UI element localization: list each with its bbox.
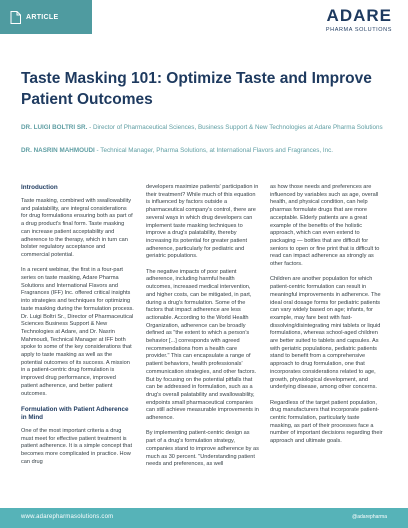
- logo-wordmark: ADARE: [326, 6, 392, 25]
- article-title: Taste Masking 101: Optimize Taste and Improve Patient Outcomes: [21, 70, 372, 108]
- footer-social-handle: @adarepharma: [352, 514, 387, 520]
- text-column-2: [146, 184, 259, 477]
- article-tag-label: ARTICLE: [26, 13, 59, 21]
- body-paragraph: In a recent webinar, the first in a four-part series on taste masking, Adare Pharma Solutions and International Flavors and Fragrances (IFF) Inc. offered critical insights into strategies and techniques for optimizing taste masking during the formulation process. Dr. Luigi Boltri Sr., Director of Pharmaceutical Sciences Business Support & New Technologies at Adare, and Dr. Nasrin Mahmoudi, Technical Manager at IFF both spoke to some of the key considerations that apply to taste masking as well as the potential outcomes of its success. A mission in a patient-centric drug formulation is improved drug performance, improved patient adherence, and better patient outcomes.: [21, 267, 134, 397]
- author-name: DR. NASRIN MAHMOUDI: [21, 147, 95, 154]
- body-paragraph: By implementing patient-centric design as part of a drug's formulation strategy, companies stand to improve adherence by as much as 30 percent. "Understanding patient needs and preferences, as well: [146, 430, 259, 468]
- body-paragraph: as how those needs and preferences are influenced by variables such as age, overall health, and physical condition, can help pharmas formulate drugs that are more acceptable. Elderly patients are a great example of the benefits of the holistic approach, which can even extend to packaging — bottles that are difficult for seniors to open or fine print that is difficult to read can impact adherence as strongly as other factors.: [270, 184, 380, 268]
- body-paragraph: developers maximize patients' participation in their treatment? While much of this equation is influenced by factors outside a pharmaceutical company's control, there are several ways in which drug developers can implement taste masking techniques to improve a drug's palatability, thereby increasing its potential for greater patient adherence, particularly for pediatric and geriatric populations.: [146, 184, 259, 260]
- footer-bar: [0, 508, 408, 528]
- footer-website-link[interactable]: www.adarepharmasolutions.com: [21, 514, 114, 520]
- author-role: - Technical Manager, Pharma Solutions, at International Flavors and Fragrances, Inc.: [94, 147, 334, 154]
- body-paragraph: Regardless of the target patient population, drug manufacturers that incorporate patient-centric formulation, particularly taste masking, as part of their processes face a number of important decisions regarding their approach and ultimate goals.: [270, 399, 383, 445]
- section-heading-introduction: Introduction: [21, 184, 58, 191]
- article-tag: [0, 0, 92, 34]
- document-icon: [10, 11, 21, 24]
- logo-subtitle: PHARMA SOLUTIONS: [325, 27, 392, 33]
- adare-logo: [280, 6, 392, 40]
- body-paragraph: One of the most important criteria a drug must meet for effective patient treatment is patient adherence. It is a simple concept that becomes more complicated in practice. How can drug: [21, 427, 133, 465]
- author-role: - Director of Pharmaceutical Sciences, Business Support & New Technologies at Adare Pharma Solutions: [87, 124, 383, 131]
- text-column-1: [21, 184, 134, 474]
- author-name: DR. LUIGI BOLTRI SR.: [21, 124, 88, 131]
- author-byline: [21, 146, 391, 156]
- author-byline: [21, 123, 391, 133]
- body-paragraph: Taste masking, combined with swallowability and palatability, are integral considerations for drug formulations ensuring both as part of a drug product's final form. Taste masking can increase patient acceptability and adherence to the therapy, which in turn can bolster regulatory acceptance and commercial potential.: [21, 198, 133, 258]
- section-heading-adherence: Formulation with Patient Adherence in Mind: [21, 405, 129, 421]
- text-column-3: [270, 184, 383, 454]
- body-paragraph: Children are another population for which patient-centric formulation can result in meaningful improvements in adherence. The ideal oral dosage forms for pediatric patients can vary widely based on age; infants, for example, may fare best with fast-dissolving/disintegrating mini tablets or liquid formulations, whereas school-aged children are better suited to tablets and capsules. As with geriatric populations, pediatric patients stand to benefit from a comprehensive approach to drug formulation, one that incorporates considerations related to age, growth, physiological development, and underlying disease, among other concerns.: [270, 276, 381, 391]
- body-paragraph: The negative impacts of poor patient adherence, including harmful health outcomes, increased medical intervention, and higher costs, can be mitigated, in part, during a drug's formulation. Some of the factors that impact adherence are less actionable. According to the World Health Organization, adherence can be broadly defined as "the extent to which a person's behavior [...] corresponds with agreed recommendations from a health care provider." This can encapsulate a range of patient behaviors, health professionals' communication strategies, and other factors. But by focusing on the potential pitfalls that can be addressed in formulation, such as a drug's overall palatability and swallowability, endpoints small pharmaceutical companies can still achieve measurable improvements in adherence.: [146, 268, 259, 422]
